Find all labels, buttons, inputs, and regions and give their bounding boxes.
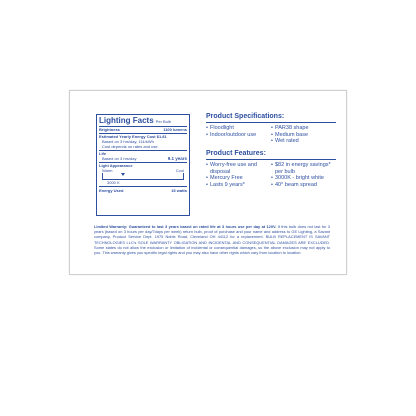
feature-item-label: Lasts 9 years* <box>210 181 245 188</box>
brightness-row <box>99 127 187 132</box>
features-title: Product Features: <box>206 150 336 160</box>
appearance-value: 3000 K <box>107 180 120 185</box>
features-right-column <box>271 162 336 188</box>
spec-item-label: Indoor/outdoor use <box>210 131 257 138</box>
feature-item-label: 3000K - bright white <box>275 175 324 181</box>
divider <box>99 186 187 187</box>
energy-cost-note: Cost depends on rates and use <box>102 144 158 149</box>
bullet-icon: • <box>271 138 273 144</box>
bullet-icon: • <box>271 131 273 138</box>
life-value: 9.1 years <box>167 156 187 161</box>
product-specifications <box>206 113 336 145</box>
specifications-columns <box>206 125 336 145</box>
energy-used-row <box>99 188 187 193</box>
features-columns <box>206 162 336 188</box>
brightness-value: 1100 lumens <box>163 127 187 132</box>
feature-item <box>271 182 336 189</box>
energy-cost-label: Estimated Yearly Energy Cost $1.81 <box>99 134 167 139</box>
bullet-icon: • <box>206 175 208 181</box>
warranty-body: If this bulb does not last for 3 years (based on 3 hours per day/7days per week) return bulb, proof of purchase and your name and address to GE Lighting, a Savant company, Product Service Dept. 1975 Noble Road, Cleveland OH 44112 for a replacement. BULB REPLACEMENT IS SAVANT TECHNOLOGIES LLC's SOLE WARRANTY OBLIGATION AND INCIDENTAL AND CONSEQUENTIAL DAMAGES ARE EXCLUDED. Some states do not allow the exclusion or limitation of incidental or consequential damages, so the above exclusion may not apply to you. This warranty gives you specific legal rights and you may also have other rights which vary from location to location. <box>94 224 330 256</box>
energy-cost-note: Based on 3 hrs/day, 11¢/kWh <box>102 139 154 144</box>
appearance-marker-icon <box>121 173 125 176</box>
cool-label: Cool <box>175 168 184 173</box>
bullet-icon: • <box>206 181 208 188</box>
specifications-title: Product Specifications: <box>206 113 336 123</box>
bullet-icon: • <box>271 125 273 131</box>
spec-item-label: Medium base <box>275 131 309 138</box>
life-row <box>99 156 187 161</box>
feature-item-label: $82 in energy savings* per bulb <box>275 162 331 175</box>
life-note: Based on 3 hrs/day <box>102 156 137 161</box>
appearance-scale <box>102 173 184 180</box>
spec-item <box>206 132 271 139</box>
life-label: Life <box>99 151 107 156</box>
bullet-icon: • <box>271 162 273 168</box>
feature-item <box>206 182 271 189</box>
feature-item-label: Mercury Free <box>210 175 243 181</box>
appearance-label: Light Appearance <box>99 163 133 168</box>
spec-item-label: PAR38 shape <box>275 125 309 131</box>
energy-used-value: 15 watts <box>171 188 187 193</box>
bullet-icon: • <box>271 175 273 181</box>
limited-warranty <box>94 224 330 255</box>
lighting-facts-title: Lighting Facts <box>99 116 154 125</box>
feature-item <box>206 162 271 175</box>
spec-item <box>271 138 336 145</box>
bullet-icon: • <box>206 125 208 131</box>
lighting-facts-panel <box>96 114 190 216</box>
bullet-icon: • <box>206 131 208 138</box>
lighting-facts-header <box>99 116 187 127</box>
specifications-right-column <box>271 125 336 145</box>
feature-item-label: 40° beam spread <box>275 181 317 188</box>
product-features <box>206 150 336 188</box>
spec-item-label: Wet rated <box>275 138 299 144</box>
bullet-icon: • <box>206 162 208 168</box>
features-left-column <box>206 162 271 188</box>
specifications-left-column <box>206 125 271 145</box>
feature-item-label: Worry-free use and disposal <box>210 162 257 175</box>
warm-label: Warm <box>102 168 113 173</box>
warranty-lead: Limited Warranty: Guaranteed to last 3 years based on rated life at 3 hours use per day at 120V. <box>94 224 277 229</box>
brightness-label: Brightness <box>99 127 120 132</box>
lighting-facts-subtitle: Per Bulb <box>155 119 172 124</box>
spec-item-label: Floodlight <box>210 125 234 131</box>
feature-item <box>271 162 336 175</box>
packaging-panel <box>69 90 347 275</box>
energy-used-label: Energy Used <box>99 188 124 193</box>
bullet-icon: • <box>271 181 273 188</box>
